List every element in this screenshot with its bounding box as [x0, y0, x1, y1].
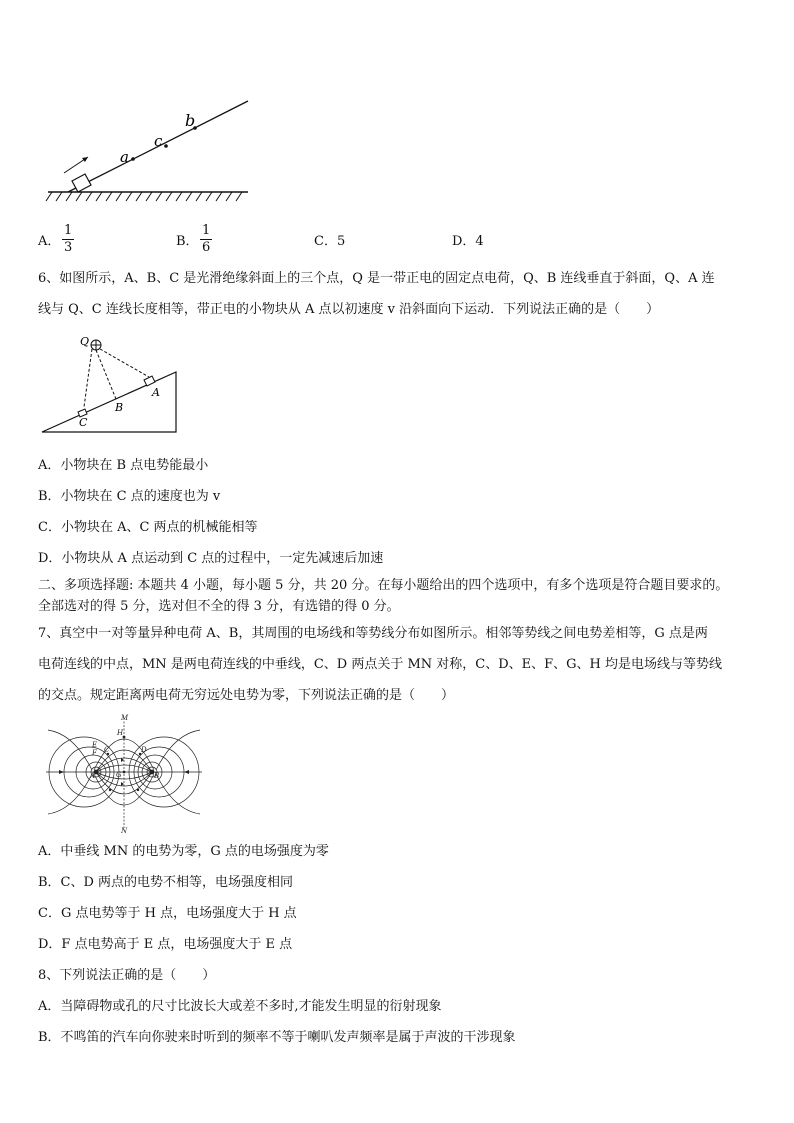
q6-stem-line1: 6、如图所示，A、B、C 是光滑绝缘斜面上的三个点，Q 是一带正电的固定点电荷，Q、B 连线垂直于斜面，Q、A 连: [38, 271, 715, 286]
incline-figure-q6: [38, 332, 183, 436]
label-a-q7: A: [90, 772, 96, 780]
q6-option-d: D．小物块从 A 点运动到 C 点的过程中，一定先减速后加速: [38, 551, 384, 566]
label-e: E: [92, 741, 98, 749]
q8-option-a: A．当障碍物或孔的尺寸比波长大或差不多时,才能发生明显的衍射现象: [38, 999, 442, 1014]
label-a: a: [120, 148, 129, 166]
field-lines-figure-q7: [44, 714, 204, 834]
label-c-q6: C: [79, 416, 88, 429]
q5-option-c: C．5: [314, 234, 346, 249]
q5-option-b-denominator: 6: [202, 240, 211, 255]
q7-option-c: C．G 点电势等于 H 点，电场强度大于 H 点: [38, 906, 297, 921]
label-d-q7: D: [141, 746, 147, 754]
q7-option-a: A．中垂线 MN 的电势为零，G 点的电场强度为零: [38, 844, 329, 859]
label-b-q7: B: [154, 772, 160, 780]
label-m: M: [121, 714, 129, 722]
label-b-q6: B: [115, 401, 124, 414]
q6-option-a: A．小物块在 B 点电势能最小: [38, 458, 209, 473]
q7-stem-line3: 的交点。规定距离两电荷无穷远处电势为零，下列说法正确的是（ ）: [38, 688, 455, 703]
q6-option-c: C．小物块在 A、C 两点的机械能相等: [38, 520, 258, 535]
q8-stem: 8、下列说法正确的是（ ）: [38, 968, 216, 983]
incline-figure-q5: [40, 95, 260, 210]
q5-option-a-denominator: 3: [64, 240, 73, 255]
q7-stem-line2: 电荷连线的中点，MN 是两电荷连线的中垂线，C、D 两点关于 MN 对称，C、D、E、F、G、H 均是电场线与等势线: [38, 657, 723, 672]
q7-option-d: D．F 点电势高于 E 点，电场强度大于 E 点: [38, 937, 293, 952]
label-h: H: [117, 729, 124, 737]
q7-option-b: B．C、D 两点的电势不相等，电场强度相同: [38, 875, 294, 890]
q5-option-a-numerator: 1: [64, 223, 73, 238]
q6-option-b: B．小物块在 C 点的速度也为 v: [38, 489, 221, 504]
label-n: N: [121, 827, 128, 834]
label-c-q7: C: [104, 746, 110, 754]
q5-option-a-fraction: [62, 224, 74, 255]
q7-stem-line1: 7、真空中一对等量异种电荷 A、B，其周围的电场线和等势线分布如图所示。相邻等势线之间电势差相等，G 点是两: [38, 626, 708, 641]
q5-option-b-fraction: [200, 224, 212, 255]
section2-line2: 全部选对的得 5 分，选对但不全的得 3 分，有选错的得 0 分。: [38, 599, 400, 614]
section2-line1: 二、多项选择题: 本题共 4 小题，每小题 5 分，共 20 分。在每小题给出的四个选项中，有多个选项是符合题目要求的。: [38, 578, 729, 593]
q5-option-a-label: A．: [38, 234, 61, 249]
label-a-q6: A: [152, 386, 160, 399]
label-b: b: [185, 111, 196, 130]
q5-option-b-numerator: 1: [202, 223, 211, 238]
q8-option-b: B．不鸣笛的汽车向你驶来时听到的频率不等于喇叭发声频率是属于声波的干涉现象: [38, 1030, 516, 1045]
label-c: c: [154, 132, 163, 150]
q6-stem-line2: 线与 Q、C 连线长度相等，带正电的小物块从 A 点以初速度 v 沿斜面向下运动．下列说法正确的是（ ）: [38, 302, 660, 317]
label-f: F: [92, 749, 97, 757]
label-g: G: [116, 771, 122, 779]
q5-option-d: D．4: [452, 234, 484, 249]
label-q: Q: [80, 335, 90, 348]
q5-option-b-label: B．: [176, 234, 199, 249]
